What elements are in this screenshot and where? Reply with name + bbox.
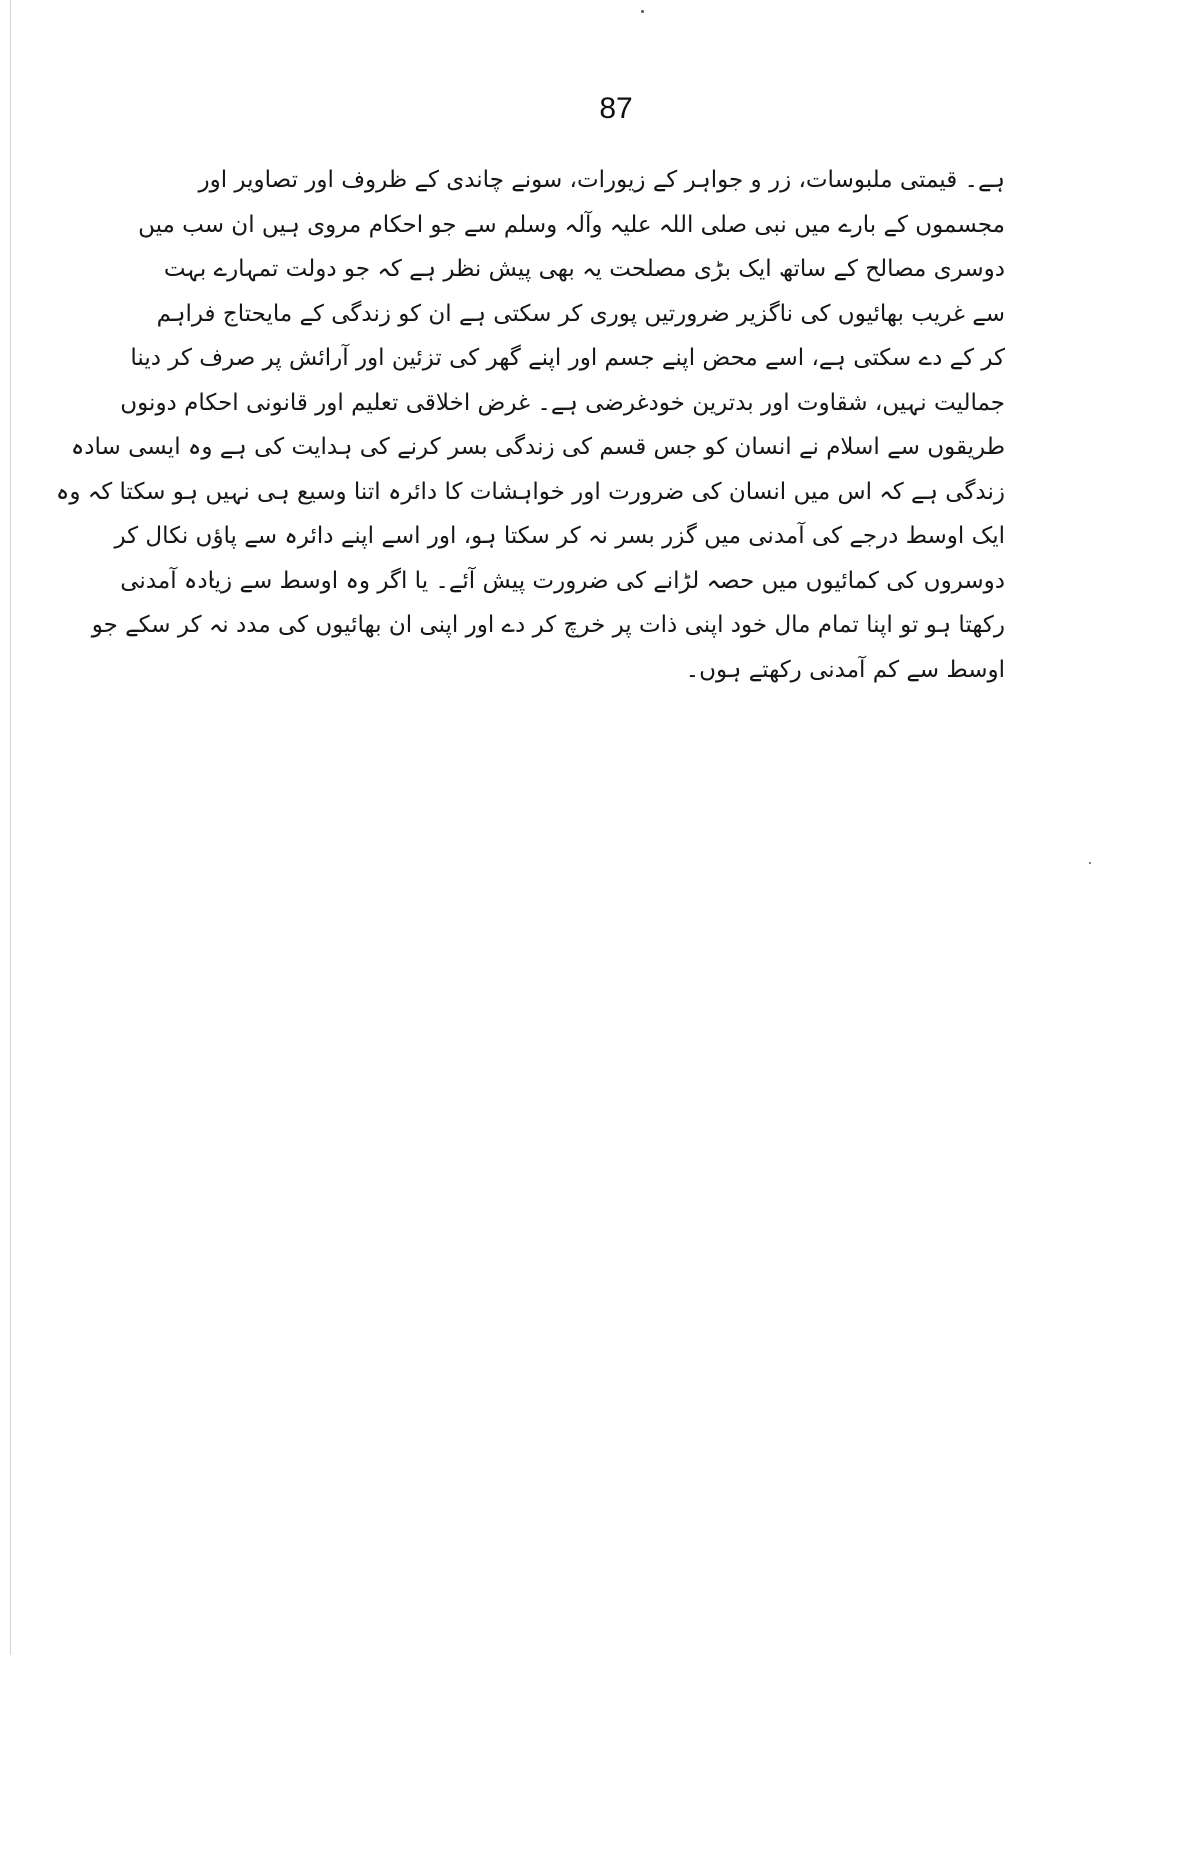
scan-edge-line [10,0,11,1655]
body-paragraph [55,158,1005,692]
text-line: ایک اوسط درجے کی آمدنی میں گزر بسر نہ کر سکتا ہو، اور اسے اپنے دائرہ سے پاؤں نکال کر [114,523,1005,549]
text-line: کر کے دے سکتی ہے، اسے محض اپنے جسم اور اپنے گھر کی تزئین اور آرائش پر صرف کر دینا [130,345,1005,371]
page-number: 87 [599,92,633,125]
scan-speck [1089,862,1091,864]
text-line: دوسری مصالح کے ساتھ ایک بڑی مصلحت یہ بھی پیش نظر ہے کہ جو دولت تمہارے بہت [163,256,1005,282]
text-line: مجسموں کے بارے میں نبی صلی اللہ علیہ وآلہ وسلم سے جو احکام مروی ہیں ان سب میں [138,211,1005,238]
text-line: سے غریب بھائیوں کی ناگزیر ضرورتیں پوری کر سکتی ہے ان کو زندگی کے مایحتاج فراہم [156,300,1005,327]
text-line: جمالیت نہیں، شقاوت اور بدترین خودغرضی ہے۔ غرض اخلاقی تعلیم اور قانونی احکام دونوں [120,389,1005,416]
text-line: ہے۔ قیمتی ملبوسات، زر و جواہر کے زیورات، سونے چاندی کے ظروف اور تصاویر اور [198,167,1005,193]
text-line: دوسروں کی کمائیوں میں حصہ لڑانے کی ضرورت پیش آئے۔ یا اگر وہ اوسط سے زیادہ آمدنی [120,567,1005,594]
scan-speck [641,10,644,13]
text-line: زندگی ہے کہ اس میں انسان کی ضرورت اور خواہشات کا دائرہ اتنا وسیع ہی نہیں ہو سکتا کہ وہ [55,478,1005,505]
text-line: اوسط سے کم آمدنی رکھتے ہوں۔ [685,656,1005,683]
text-line: رکھتا ہو تو اپنا تمام مال خود اپنی ذات پر خرچ کر دے اور اپنی ان بھائیوں کی مدد نہ کر سکے جو [91,612,1005,638]
text-line: طریقوں سے اسلام نے انسان کو جس قسم کی زندگی بسر کرنے کی ہدایت کی ہے وہ ایسی سادہ [70,434,1005,460]
